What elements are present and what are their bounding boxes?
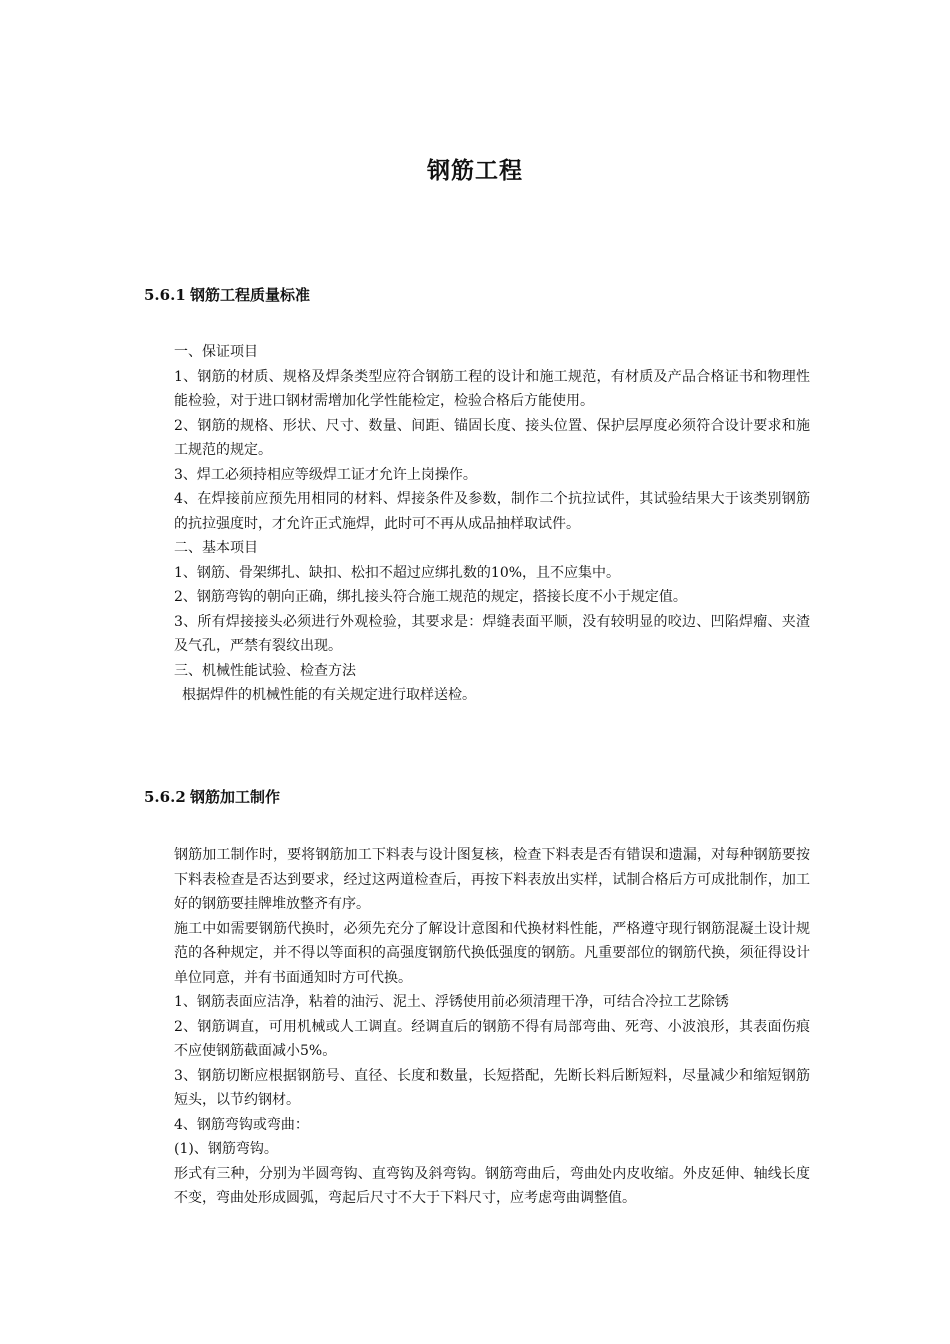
section-number: 5.6.1 <box>144 286 186 304</box>
section-title: 钢筋工程质量标准 <box>190 286 311 304</box>
paragraph: 1、钢筋表面应洁净，粘着的油污、泥土、浮锈使用前必须清理干净，可结合冷拉工艺除锈 <box>174 994 729 1010</box>
paragraph: 3、所有焊接接头必须进行外观检验，其要求是：焊缝表面平顺，没有较明显的咬边、凹陷焊瘤、夹渣及气孔，严禁有裂纹出现。 <box>174 613 810 654</box>
section-body-5-6-2 <box>174 843 810 1211</box>
section-body-5-6-1 <box>174 340 810 708</box>
paragraph: 2、钢筋的规格、形状、尺寸、数量、间距、锚固长度、接头位置、保护层厚度必须符合设计要求和施工规范的规定。 <box>174 417 810 458</box>
section-number: 5.6.2 <box>144 788 186 806</box>
paragraph: 形式有三种，分别为半圆弯钩、直弯钩及斜弯钩。钢筋弯曲后，弯曲处内皮收缩。外皮延伸、轴线长度不变，弯曲处形成圆弧，弯起后尺寸不大于下料尺寸，应考虑弯曲调整值。 <box>174 1165 810 1206</box>
paragraph: 三、机械性能试验、检查方法 <box>174 662 356 679</box>
section-heading-5-6-2 <box>144 786 280 807</box>
paragraph: 1、钢筋的材质、规格及焊条类型应符合钢筋工程的设计和施工规范，有材质及产品合格证书和物理性能检验，对于进口钢材需增加化学性能检定，检验合格后方能使用。 <box>174 368 810 409</box>
paragraph: 施工中如需要钢筋代换时，必须先充分了解设计意图和代换材料性能，严格遵守现行钢筋混凝土设计规范的各种规定，并不得以等面积的高强度钢筋代换低强度的钢筋。凡重要部位的钢筋代换，须征得设计单位同意，并有书面通知时方可代换。 <box>174 920 810 986</box>
paragraph: 4、在焊接前应预先用相同的材料、焊接条件及参数，制作二个抗拉试件，其试验结果大于该类别钢筋的抗拉强度时，才允许正式施焊，此时可不再从成品抽样取试件。 <box>174 491 810 532</box>
document-title: 钢筋工程 <box>427 158 523 184</box>
paragraph: 3、钢筋切断应根据钢筋号、直径、长度和数量，长短搭配，先断长料后断短料，尽量减少和缩短钢筋短头，以节约钢材。 <box>174 1067 810 1108</box>
paragraph: 2、钢筋调直，可用机械或人工调直。经调直后的钢筋不得有局部弯曲、死弯、小波浪形，其表面伤痕不应使钢筋截面减小5%。 <box>174 1018 810 1059</box>
paragraph: 2、钢筋弯钩的朝向正确，绑扎接头符合施工规范的规定，搭接长度不小于规定值。 <box>174 589 687 605</box>
section-heading-5-6-1 <box>144 284 310 305</box>
paragraph: 4、钢筋弯钩或弯曲： <box>174 1116 309 1133</box>
paragraph: 钢筋加工制作时，要将钢筋加工下料表与设计图复核，检查下料表是否有错误和遗漏，对每种钢筋要按下料表检查是否达到要求，经过这两道检查后，再按下料表放出实样，试制合格后方可成批制作，加工好的钢筋要挂牌堆放整齐有序。 <box>174 847 810 912</box>
paragraph: 1、钢筋、骨架绑扎、缺扣、松扣不超过应绑扎数的10%，且不应集中。 <box>174 564 621 581</box>
paragraph: 一、保证项目 <box>174 344 258 360</box>
paragraph: 根据焊件的机械性能的有关规定进行取样送检。 <box>182 687 476 703</box>
section-title: 钢筋加工制作 <box>190 788 281 806</box>
paragraph: 3、焊工必须持相应等级焊工证才允许上岗操作。 <box>174 466 477 483</box>
paragraph: (1)、钢筋弯钩。 <box>174 1141 278 1157</box>
paragraph: 二、基本项目 <box>174 540 258 556</box>
